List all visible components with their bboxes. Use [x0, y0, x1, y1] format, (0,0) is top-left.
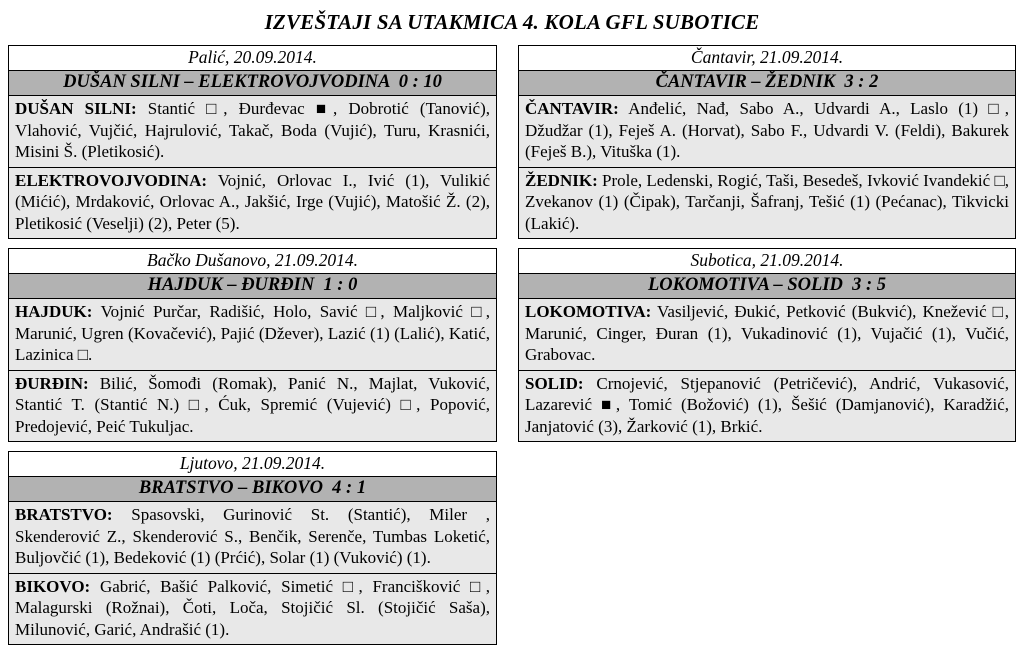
home-players: Anđelić, Nađ, Sabo A., Udvardi A., Laslo (1) □, Džudžar (1), Feješ A. (Horvat), Sabo F., Udvardi V. (Feldi), Bakurek (Feješ B.), Vituška (1).	[525, 99, 1009, 161]
match-title: LOKOMOTIVA – SOLID 3 : 5	[519, 274, 1015, 299]
away-lineup	[519, 168, 1015, 239]
match-box-hajduk-djurdjin	[8, 248, 497, 442]
page-title: IZVEŠTAJI SA UTAKMICA 4. KOLA GFL SUBOTICE	[264, 10, 760, 34]
match-box-bratstvo-bikovo	[8, 451, 497, 645]
match-box-lokomotiva-solid	[518, 248, 1016, 442]
home-players: Spasovski, Gurinović St. (Stantić), Miler , Skenderović Z., Skenderović S., Benčik, Serenče, Tumbas Loketić, Buljovčić (1), Bedeković (1) (Prćić), Solar (1) (Vuković) (1).	[15, 505, 490, 567]
away-lineup	[9, 574, 496, 645]
match-title: ČANTAVIR – ŽEDNIK 3 : 2	[519, 71, 1015, 96]
home-lineup	[519, 299, 1015, 371]
match-title: BRATSTVO – BIKOVO 4 : 1	[9, 477, 496, 502]
away-team-name: BIKOVO:	[15, 576, 91, 596]
venue-date: Palić, 20.09.2014.	[9, 46, 496, 71]
away-players: Prole, Ledenski, Rogić, Taši, Besedeš, Ivković Ivandekić □, Zvekanov (1) (Čipak), Tarčanji, Šafranj, Tešić (1) (Pećanac), Tikvicki (Lakić).	[525, 170, 1009, 233]
away-lineup	[519, 371, 1015, 442]
home-players: Vasiljević, Đukić, Petković (Bukvić), Knežević □, Marunić, Cinger, Đuran (1), Vukadinović (1), Vujačić (1), Vučić, Grabovac.	[525, 302, 1009, 364]
home-lineup	[9, 502, 496, 574]
right-column	[518, 45, 1016, 645]
away-players: Vojnić, Orlovac I., Ivić (1), Vulikić (Mićić), Mrdaković, Orlovac A., Jakšić, Irge (Vujić), Matošić Ž. (2), Pletikosić (Veselji) (2), Peter (5).	[15, 170, 491, 233]
away-team-name: ŽEDNIK:	[525, 170, 598, 190]
match-box-cantavir-zednik	[518, 45, 1016, 239]
home-lineup	[9, 96, 496, 168]
away-lineup	[9, 168, 496, 239]
away-players: Gabrić, Bašić Palković, Simetić □, Francišković □, Malagurski (Rožnai), Čoti, Loča, Stojičić Sl. (Stojičić Saša), Milunović, Garić, Andrašić (1).	[15, 576, 490, 639]
venue-date: Bačko Dušanovo, 21.09.2014.	[9, 249, 496, 274]
match-box-dusan-silni-elektrovojvodina	[8, 45, 497, 239]
away-players: Bilić, Šomođi (Romak), Panić N., Majlat, Vuković, Stantić T. (Stantić N.) □, Ćuk, Spremić (Vujević) □, Popović, Predojević, Peić Tukuljac.	[15, 373, 491, 436]
home-lineup	[519, 96, 1015, 168]
report-columns	[0, 45, 1024, 645]
home-players: Vojnić Purčar, Radišić, Holo, Savić □, Maljković □, Marunić, Ugren (Kovačević), Pajić (Džever), Lazić (1) (Lalić), Katić, Lazinica □.	[15, 302, 490, 364]
away-players: Crnojević, Stjepanović (Petričević), Andrić, Vukasović, Lazarević ■, Tomić (Božović) (1), Šešić (Damjanović), Karadžić, Janjatović (3), Žarković (1), Brkić.	[525, 373, 1010, 436]
home-team-name: DUŠAN SILNI:	[15, 99, 137, 118]
away-lineup	[9, 371, 496, 442]
home-team-name: LOKOMOTIVA:	[525, 302, 652, 321]
venue-date: Ljutovo, 21.09.2014.	[9, 452, 496, 477]
match-title: DUŠAN SILNI – ELEKTROVOJVODINA 0 : 10	[9, 71, 496, 96]
venue-date: Subotica, 21.09.2014.	[519, 249, 1015, 274]
away-team-name: ĐURĐIN:	[15, 373, 89, 393]
venue-date: Čantavir, 21.09.2014.	[519, 46, 1015, 71]
left-column	[8, 45, 497, 645]
home-team-name: ČANTAVIR:	[525, 99, 619, 118]
home-team-name: HAJDUK:	[15, 302, 93, 321]
home-team-name: BRATSTVO:	[15, 505, 113, 524]
away-team-name: SOLID:	[525, 373, 584, 393]
home-players: Stantić □, Đurđevac ■, Dobrotić (Tanović), Vlahović, Vujčić, Hajrulović, Takač, Boda (Vujić), Turu, Krasnići, Misini Š. (Pletikosić).	[15, 99, 490, 161]
home-lineup	[9, 299, 496, 371]
match-title: HAJDUK – ĐURĐIN 1 : 0	[9, 274, 496, 299]
away-team-name: ELEKTROVOJVODINA:	[15, 170, 208, 190]
